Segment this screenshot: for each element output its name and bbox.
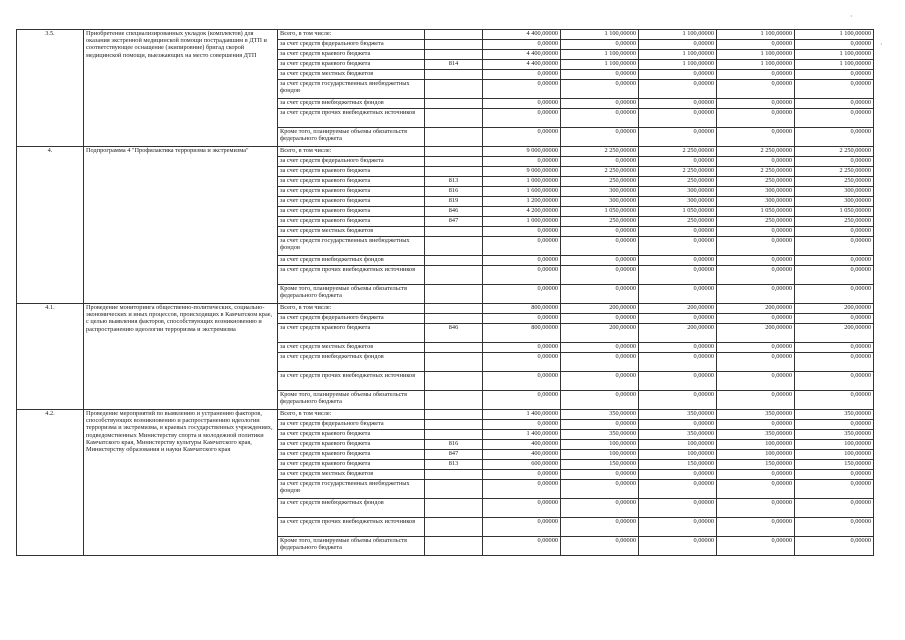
amount-year-1: 0,00000 [561,237,639,256]
amount-year-3: 2 250,00000 [717,147,795,157]
amount-total: 4 200,00000 [483,207,561,217]
amount-year-2: 300,00000 [639,197,717,207]
funding-source: за счет средств местных бюджетов [278,470,425,480]
amount-year-2: 0,00000 [639,314,717,324]
amount-year-1: 0,00000 [561,391,639,410]
amount-year-4: 0,00000 [795,314,874,324]
funding-source: Кроме того, планируемые объемы обязательств федерального бюджета [278,391,425,410]
amount-year-4: 300,00000 [795,197,874,207]
amount-year-3: 200,00000 [717,324,795,343]
amount-year-2: 200,00000 [639,304,717,314]
amount-year-1: 0,00000 [561,537,639,556]
amount-year-3: 1 100,00000 [717,30,795,40]
amount-total: 0,00000 [483,314,561,324]
amount-total: 0,00000 [483,285,561,304]
amount-year-4: 0,00000 [795,353,874,372]
section-title: Проведение мониторинга общественно-политических, социально-экономических и иных процессов, происходящих в Камчатском крае, с целью выявления факторов, способствующих возникновению и распространению идеологии терроризма и экстремизма [84,304,278,410]
funding-source: за счет средств прочих внебюджетных источников [278,518,425,537]
amount-total: 0,00000 [483,372,561,391]
funding-source: за счет средств государственных внебюджетных фондов [278,237,425,256]
budget-code [425,343,483,353]
budget-code [425,314,483,324]
amount-year-4: 100,00000 [795,440,874,450]
amount-year-4: 0,00000 [795,285,874,304]
funding-source: за счет средств краевого бюджета [278,50,425,60]
amount-year-3: 0,00000 [717,109,795,128]
amount-year-1: 350,00000 [561,430,639,440]
funding-source: за счет средств государственных внебюджетных фондов [278,80,425,99]
amount-year-4: 0,00000 [795,80,874,99]
amount-year-3: 300,00000 [717,187,795,197]
budget-code [425,147,483,157]
budget-code [425,256,483,266]
budget-code [425,391,483,410]
budget-code [425,480,483,499]
funding-source: за счет средств краевого бюджета [278,450,425,460]
budget-code [425,109,483,128]
amount-year-1: 0,00000 [561,40,639,50]
funding-source: за счет средств прочих внебюджетных источников [278,266,425,285]
amount-year-1: 300,00000 [561,197,639,207]
budget-code [425,304,483,314]
budget-code [425,430,483,440]
amount-year-4: 1 050,00000 [795,207,874,217]
amount-total: 400,00000 [483,450,561,460]
amount-year-1: 0,00000 [561,353,639,372]
amount-year-3: 0,00000 [717,314,795,324]
amount-year-1: 0,00000 [561,157,639,167]
amount-total: 0,00000 [483,256,561,266]
amount-total: 4 400,00000 [483,30,561,40]
funding-source: за счет средств краевого бюджета [278,60,425,70]
amount-year-2: 0,00000 [639,256,717,266]
amount-year-3: 0,00000 [717,237,795,256]
funding-source: за счет средств краевого бюджета [278,167,425,177]
amount-year-2: 0,00000 [639,537,717,556]
amount-year-3: 0,00000 [717,480,795,499]
budget-code: 814 [425,60,483,70]
amount-total: 0,00000 [483,70,561,80]
funding-source: за счет средств федерального бюджета [278,314,425,324]
amount-total: 0,00000 [483,237,561,256]
amount-year-2: 1 100,00000 [639,50,717,60]
amount-year-2: 0,00000 [639,40,717,50]
amount-year-4: 0,00000 [795,480,874,499]
amount-year-3: 0,00000 [717,499,795,518]
amount-total: 0,00000 [483,128,561,147]
funding-source: Кроме того, планируемые объемы обязательств федерального бюджета [278,537,425,556]
amount-year-1: 1 100,00000 [561,30,639,40]
amount-year-3: 0,00000 [717,343,795,353]
amount-year-3: 0,00000 [717,80,795,99]
amount-year-3: 0,00000 [717,420,795,430]
amount-year-2: 100,00000 [639,450,717,460]
funding-source: за счет средств местных бюджетов [278,70,425,80]
amount-year-1: 0,00000 [561,420,639,430]
scan-speck: · [850,12,853,21]
funding-source: за счет средств краевого бюджета [278,440,425,450]
budget-code: 847 [425,217,483,227]
funding-source: Всего, в том числе: [278,30,425,40]
amount-year-1: 0,00000 [561,518,639,537]
amount-year-2: 0,00000 [639,237,717,256]
amount-year-1: 0,00000 [561,70,639,80]
amount-year-4: 0,00000 [795,372,874,391]
amount-total: 1 000,00000 [483,177,561,187]
amount-year-2: 0,00000 [639,343,717,353]
amount-year-1: 1 100,00000 [561,60,639,70]
amount-year-2: 150,00000 [639,460,717,470]
amount-year-3: 350,00000 [717,410,795,420]
amount-year-4: 250,00000 [795,177,874,187]
funding-source: Всего, в том числе: [278,410,425,420]
amount-year-2: 0,00000 [639,372,717,391]
amount-year-3: 0,00000 [717,227,795,237]
amount-year-4: 2 250,00000 [795,147,874,157]
amount-year-4: 250,00000 [795,217,874,227]
amount-total: 1 000,00000 [483,217,561,227]
funding-source: за счет средств местных бюджетов [278,227,425,237]
amount-year-2: 200,00000 [639,324,717,343]
amount-year-1: 1 100,00000 [561,50,639,60]
amount-year-4: 0,00000 [795,343,874,353]
amount-year-4: 350,00000 [795,410,874,420]
funding-source: Всего, в том числе: [278,147,425,157]
section-title: Приобретение специализированных укладок (комплектов) для оказания экстренной медицинской помощи пострадавшим в ДТП и соответствующее оснащение (экипировние) бригад скорой медицинской помощи, выезжающих на место совершения ДТП [84,30,278,147]
amount-total: 400,00000 [483,440,561,450]
amount-year-1: 2 250,00000 [561,147,639,157]
amount-year-2: 0,00000 [639,227,717,237]
amount-year-1: 0,00000 [561,80,639,99]
amount-year-1: 350,00000 [561,410,639,420]
funding-source: за счет средств прочих внебюджетных источников [278,372,425,391]
amount-year-3: 300,00000 [717,197,795,207]
amount-year-1: 100,00000 [561,440,639,450]
amount-year-3: 0,00000 [717,99,795,109]
budget-table [16,29,874,556]
amount-year-3: 1 100,00000 [717,60,795,70]
amount-year-3: 100,00000 [717,440,795,450]
budget-code [425,40,483,50]
section-number: 4.2. [17,410,84,556]
funding-source: за счет средств внебюджетных фондов [278,353,425,372]
amount-total: 0,00000 [483,227,561,237]
amount-year-3: 200,00000 [717,304,795,314]
amount-year-1: 0,00000 [561,343,639,353]
funding-source: Кроме того, планируемые объемы обязательств федерального бюджета [278,285,425,304]
amount-year-4: 100,00000 [795,450,874,460]
amount-year-2: 0,00000 [639,128,717,147]
budget-code [425,285,483,304]
funding-source: за счет средств краевого бюджета [278,324,425,343]
amount-year-4: 200,00000 [795,304,874,314]
amount-year-2: 0,00000 [639,99,717,109]
funding-source: за счет средств внебюджетных фондов [278,499,425,518]
budget-code: 813 [425,177,483,187]
amount-year-2: 0,00000 [639,470,717,480]
amount-year-1: 0,00000 [561,256,639,266]
section-number: 4.1. [17,304,84,410]
amount-total: 0,00000 [483,499,561,518]
amount-year-1: 0,00000 [561,128,639,147]
amount-year-3: 2 250,00000 [717,167,795,177]
section-number: 4. [17,147,84,304]
amount-year-2: 350,00000 [639,430,717,440]
amount-year-2: 0,00000 [639,266,717,285]
budget-code: 819 [425,197,483,207]
amount-year-2: 100,00000 [639,440,717,450]
amount-year-1: 0,00000 [561,109,639,128]
funding-source: за счет средств краевого бюджета [278,177,425,187]
amount-year-1: 300,00000 [561,187,639,197]
budget-code [425,70,483,80]
amount-total: 9 000,00000 [483,147,561,157]
funding-source: за счет средств федерального бюджета [278,420,425,430]
amount-year-3: 0,00000 [717,470,795,480]
budget-code [425,227,483,237]
amount-year-3: 0,00000 [717,256,795,266]
funding-source: Всего, в том числе: [278,304,425,314]
amount-year-4: 1 100,00000 [795,30,874,40]
amount-total: 0,00000 [483,480,561,499]
amount-year-3: 0,00000 [717,128,795,147]
budget-code [425,50,483,60]
amount-year-2: 0,00000 [639,518,717,537]
budget-code [425,410,483,420]
budget-code: 847 [425,450,483,460]
section-title: Проведение мероприятий по выявлению и устранению факторов, способствующих возникновению и распространению идеологии терроризма и экстремизма, в краевых государственных учреждениях, подведомственных Министерству спорта и молодежной политики Камчатского края, Министерству культуры Камчатского края, Министерству образования и науки Камчатского края [84,410,278,556]
amount-year-3: 0,00000 [717,40,795,50]
amount-year-2: 0,00000 [639,157,717,167]
funding-source: за счет средств прочих внебюджетных источников [278,109,425,128]
budget-code [425,470,483,480]
amount-year-4: 0,00000 [795,157,874,167]
amount-year-1: 0,00000 [561,372,639,391]
budget-code [425,499,483,518]
amount-year-2: 250,00000 [639,177,717,187]
funding-source: за счет средств федерального бюджета [278,40,425,50]
amount-year-1: 0,00000 [561,314,639,324]
amount-year-4: 1 100,00000 [795,60,874,70]
amount-total: 0,00000 [483,40,561,50]
amount-year-2: 350,00000 [639,410,717,420]
amount-year-4: 0,00000 [795,237,874,256]
funding-source: за счет средств краевого бюджета [278,197,425,207]
table-row [17,304,874,314]
amount-year-1: 150,00000 [561,460,639,470]
amount-year-4: 0,00000 [795,470,874,480]
funding-source: за счет средств государственных внебюджетных фондов [278,480,425,499]
amount-year-3: 1 050,00000 [717,207,795,217]
section-title: Подпрограмма 4 "Профилактика терроризма и экстремизма" [84,147,278,304]
amount-year-3: 150,00000 [717,460,795,470]
amount-total: 0,00000 [483,157,561,167]
budget-code [425,372,483,391]
amount-year-2: 0,00000 [639,285,717,304]
amount-year-4: 0,00000 [795,128,874,147]
amount-year-1: 2 250,00000 [561,167,639,177]
amount-year-4: 350,00000 [795,430,874,440]
amount-year-1: 0,00000 [561,499,639,518]
amount-year-4: 0,00000 [795,227,874,237]
amount-total: 4 400,00000 [483,50,561,60]
table-row [17,30,874,40]
funding-source: за счет средств краевого бюджета [278,460,425,470]
budget-code: 816 [425,440,483,450]
amount-year-1: 250,00000 [561,177,639,187]
funding-source: за счет средств краевого бюджета [278,207,425,217]
amount-year-3: 0,00000 [717,537,795,556]
amount-year-3: 100,00000 [717,450,795,460]
amount-year-4: 200,00000 [795,324,874,343]
amount-year-2: 0,00000 [639,70,717,80]
amount-year-3: 250,00000 [717,177,795,187]
amount-year-1: 0,00000 [561,480,639,499]
amount-year-4: 2 250,00000 [795,167,874,177]
budget-code [425,80,483,99]
amount-total: 800,00000 [483,324,561,343]
funding-source: за счет средств краевого бюджета [278,217,425,227]
amount-year-2: 0,00000 [639,480,717,499]
amount-year-4: 1 100,00000 [795,50,874,60]
amount-total: 0,00000 [483,470,561,480]
amount-year-4: 0,00000 [795,256,874,266]
funding-source: за счет средств внебюджетных фондов [278,99,425,109]
amount-year-2: 250,00000 [639,217,717,227]
budget-code [425,537,483,556]
amount-year-4: 0,00000 [795,499,874,518]
budget-code: 816 [425,187,483,197]
amount-year-4: 150,00000 [795,460,874,470]
amount-total: 0,00000 [483,99,561,109]
funding-source: за счет средств внебюджетных фондов [278,256,425,266]
amount-year-1: 0,00000 [561,99,639,109]
amount-total: 0,00000 [483,420,561,430]
budget-code: 813 [425,460,483,470]
amount-year-1: 100,00000 [561,450,639,460]
budget-code: 846 [425,324,483,343]
amount-year-1: 0,00000 [561,266,639,285]
amount-year-4: 0,00000 [795,537,874,556]
amount-year-4: 0,00000 [795,109,874,128]
amount-year-2: 2 250,00000 [639,167,717,177]
amount-total: 1 600,00000 [483,187,561,197]
amount-year-4: 0,00000 [795,518,874,537]
amount-year-3: 0,00000 [717,353,795,372]
budget-code [425,237,483,256]
amount-total: 0,00000 [483,343,561,353]
amount-total: 600,00000 [483,460,561,470]
amount-year-2: 0,00000 [639,499,717,518]
amount-year-2: 1 100,00000 [639,60,717,70]
amount-year-2: 0,00000 [639,109,717,128]
amount-year-2: 0,00000 [639,80,717,99]
budget-code [425,167,483,177]
table-row [17,410,874,420]
amount-year-3: 0,00000 [717,518,795,537]
amount-year-4: 300,00000 [795,187,874,197]
amount-year-4: 0,00000 [795,40,874,50]
amount-total: 0,00000 [483,80,561,99]
amount-total: 9 000,00000 [483,167,561,177]
amount-total: 0,00000 [483,266,561,285]
budget-code [425,30,483,40]
amount-year-4: 0,00000 [795,70,874,80]
amount-year-2: 300,00000 [639,187,717,197]
budget-code [425,353,483,372]
budget-code [425,420,483,430]
section-number: 3.5. [17,30,84,147]
amount-year-3: 0,00000 [717,285,795,304]
table-row [17,147,874,157]
amount-year-4: 0,00000 [795,99,874,109]
amount-year-1: 200,00000 [561,324,639,343]
amount-year-3: 250,00000 [717,217,795,227]
amount-total: 0,00000 [483,353,561,372]
amount-year-2: 1 100,00000 [639,30,717,40]
funding-source: за счет средств местных бюджетов [278,343,425,353]
amount-year-4: 0,00000 [795,420,874,430]
funding-source: Кроме того, планируемые объемы обязательств федерального бюджета [278,128,425,147]
amount-year-3: 350,00000 [717,430,795,440]
amount-year-2: 0,00000 [639,420,717,430]
amount-year-1: 1 050,00000 [561,207,639,217]
amount-year-2: 2 250,00000 [639,147,717,157]
amount-total: 0,00000 [483,109,561,128]
funding-source: за счет средств краевого бюджета [278,430,425,440]
budget-code: 846 [425,207,483,217]
amount-year-4: 0,00000 [795,391,874,410]
amount-total: 1 400,00000 [483,410,561,420]
amount-year-1: 0,00000 [561,285,639,304]
amount-year-3: 0,00000 [717,70,795,80]
budget-code [425,518,483,537]
funding-source: за счет средств краевого бюджета [278,187,425,197]
amount-year-3: 0,00000 [717,157,795,167]
amount-year-3: 0,00000 [717,372,795,391]
amount-total: 4 400,00000 [483,60,561,70]
amount-year-3: 1 100,00000 [717,50,795,60]
amount-total: 0,00000 [483,537,561,556]
amount-total: 1 200,00000 [483,197,561,207]
amount-year-1: 0,00000 [561,470,639,480]
amount-year-3: 0,00000 [717,266,795,285]
amount-year-1: 0,00000 [561,227,639,237]
amount-total: 1 400,00000 [483,430,561,440]
amount-total: 0,00000 [483,518,561,537]
budget-code [425,157,483,167]
amount-year-1: 250,00000 [561,217,639,227]
amount-total: 800,00000 [483,304,561,314]
funding-source: за счет средств федерального бюджета [278,157,425,167]
budget-code [425,128,483,147]
amount-year-2: 1 050,00000 [639,207,717,217]
amount-total: 0,00000 [483,391,561,410]
amount-year-1: 200,00000 [561,304,639,314]
scan-speck: · [880,40,883,49]
amount-year-2: 0,00000 [639,353,717,372]
amount-year-3: 0,00000 [717,391,795,410]
budget-code [425,266,483,285]
amount-year-4: 0,00000 [795,266,874,285]
budget-code [425,99,483,109]
amount-year-2: 0,00000 [639,391,717,410]
